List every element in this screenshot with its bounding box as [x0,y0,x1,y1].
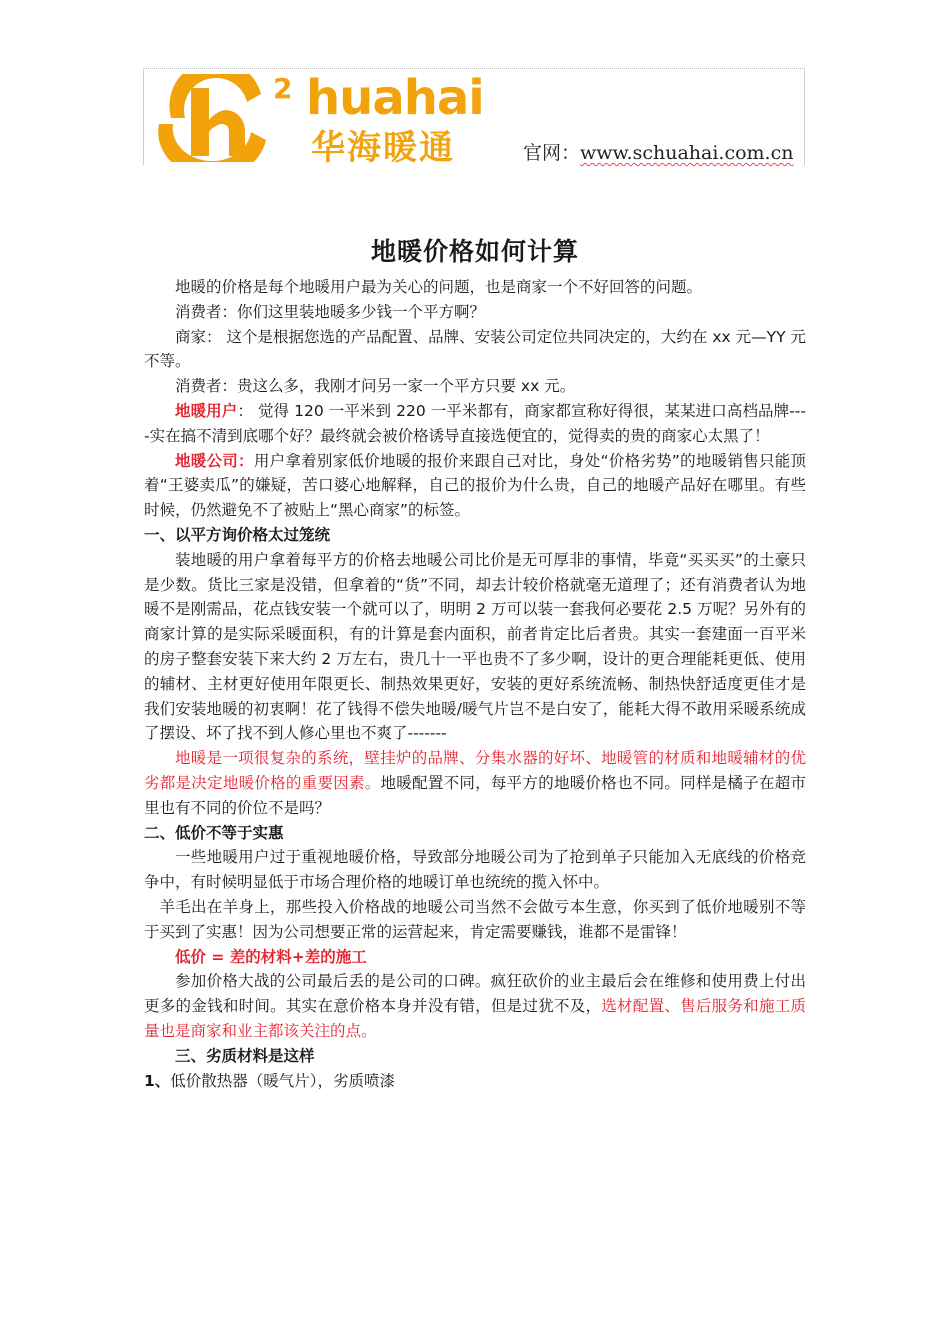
formula-line: 低价 = 差的材料+差的施工 [175,947,367,966]
paragraph: 商家： 这个是根据您选的产品配置、品牌、安装公司定位共同决定的，大约在 xx 元—YY 元不等。 [144,327,806,371]
logo-chinese-name: 华海暖通 [311,128,455,168]
section-heading: 一、以平方询价格太过笼统 [144,525,331,544]
highlight-text: 地暖是一项很复杂的系统，壁挂炉的品牌、分集水器的好坏、地暖管的材质和地暖辅材的优劣都是决定地暖价格的重要因素。 [144,749,806,792]
paragraph-text: 参加价格大战的公司最后丢的是公司的口碑。疯狂砍价的业主最后会在维修和使用费上付出更多的金钱和时间。其实在意价格本身并没有错，但是过犹不及， [144,972,806,1016]
highlight-label: 地暖公司： [175,451,254,470]
page-title: 地暖价格如何计算 [370,237,579,266]
paragraph: 装地暖的用户拿着每平方的价格去地暖公司比价是无可厚非的事情，毕竟“买买买”的土豪只是少数。货比三家是没错，但拿着的“货”不同，却去计较价格就毫无道理了；还有消费者认为地暖不是刚需品，花点钱安装一个就可以了，明明 2 万可以装一套我何必要花 2.5 万呢？另外有的商家计算的是实际采暖面积，有的计算是套内面积，前者肯定比后者贵。其实一套建面一百平米的房子整套安装下来大约 2 万左右，贵几十一平也贵不了多少啊，设计的更合理能耗更低、使用的辅材、主材更好使用年限更长、制热效果更好，安装的更好系统流畅、制热快舒适度更佳才是我们安装地暖的初衷啊！花了钱得不偿失地暖/暖气片岂不是白安了，能耗大得不敢用采暖系统成了摆设、坏了找不到人修心里也不爽了------- [144,550,806,743]
website-line [523,138,793,165]
list-number: 1、 [144,1071,171,1090]
header-left-border [143,70,144,165]
highlight-text: 选材配置、售后服务和施工质量也是商家和业主都该关注的点。 [144,997,806,1040]
paragraph: 一些地暖用户过于重视地暖价格，导致部分地暖公司为了抢到单子只能加入无底线的价格竞争中，有时候明显低于市场合理价格的地暖订单也统统的揽入怀中。 [144,848,806,892]
list-item [144,1069,806,1094]
paragraph [144,399,806,449]
logo-wordmark: huahai [306,70,484,126]
paragraph: 羊毛出在羊身上，那些投入价格战的地暖公司当然不会做亏本生意，你买到了低价地暖别不等于买到了实惠！因为公司想要正常的运营起来，肯定需要赚钱，谁都不是雷锋！ [144,897,806,941]
website-label: 官网： [523,142,581,164]
article-body [144,275,806,1093]
highlight-label: 地暖用户 [175,401,238,420]
list-item-text: 低价散热器（暖气片），劣质喷漆 [170,1071,396,1090]
section-heading: 二、低价不等于实惠 [144,823,284,842]
h-logo-icon [151,74,281,162]
paragraph-text: ： 觉得 120 一平米到 220 一平米都有，商家都宣称好得很，某某进口高档品牌----实在搞不清到底哪个好？最终就会被价格诱导直接选便宜的，觉得卖的贵的商家心太黑了！ [144,401,806,445]
paragraph: 消费者：贵这么多，我刚才问另一家一个平方只要 xx 元。 [175,377,576,396]
header-top-border [143,68,805,69]
paragraph-text: 地暖配置不同，每平方的地暖价格也不同。同样是橘子在超市里也有不同的价位不是吗？ [144,773,806,817]
section-heading: 三、劣质材料是这样 [175,1046,315,1065]
paragraph [144,449,806,523]
website-url[interactable]: www.schuahai.com.cn [580,142,794,164]
paragraph: 地暖的价格是每个地暖用户最为关心的问题，也是商家一个不好回答的问题。 [175,278,703,296]
header-right-border [804,70,805,165]
paragraph-text: 用户拿着别家低价地暖的报价来跟自己对比，身处“价格劣势”的地暖销售只能顶着“王婆卖瓜”的嫌疑，苦口婆心地解释，自己的报价为什么贵，自己的地暖产品好在哪里。有些时候，仍然避免不了被贴上“黑心商家”的标签。 [144,451,806,520]
logo-superscript: 2 [273,72,293,105]
paragraph: 消费者：你们这里装地暖多少钱一个平方啊？ [175,302,486,321]
paragraph [144,969,806,1043]
header-banner [143,70,805,168]
paragraph [144,746,806,820]
